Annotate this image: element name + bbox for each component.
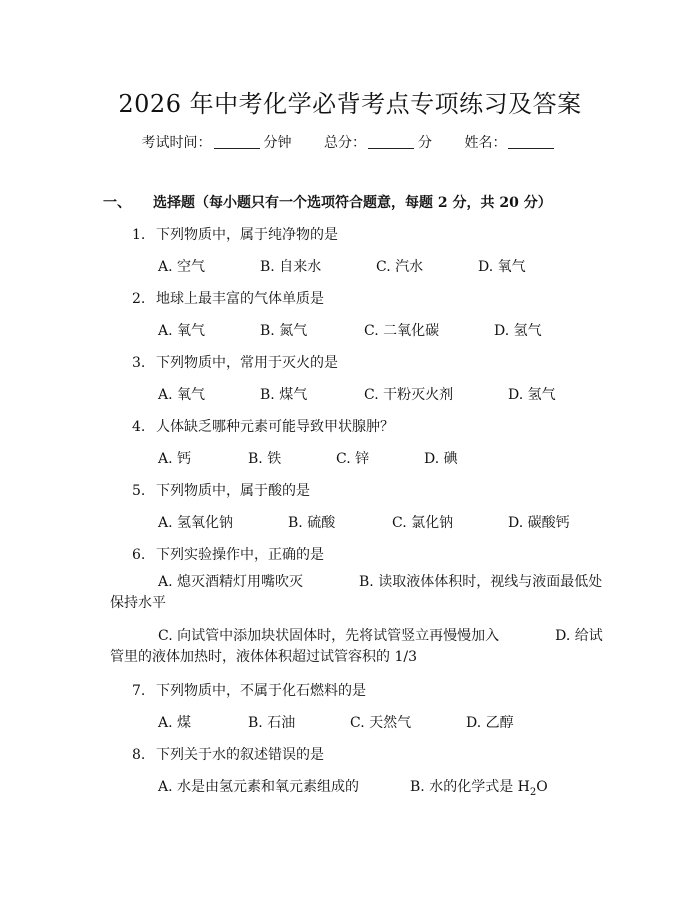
option-a: A. 煤 — [158, 715, 192, 731]
option-b: B. 铁 — [248, 451, 282, 467]
option-d: D. 氢气 — [508, 387, 556, 403]
option-b: B. 氮气 — [260, 323, 308, 339]
option-d: D. 氢气 — [494, 323, 542, 339]
question-text: 下列物质中，属于酸的是 — [156, 483, 310, 499]
option-b: B. 自来水 — [260, 259, 322, 275]
question-text: 下列关于水的叙述错误的是 — [156, 747, 324, 763]
question-number: 6. — [132, 547, 146, 563]
question-text: 地球上最丰富的气体单质是 — [156, 291, 324, 307]
name-label: 姓名： — [464, 135, 507, 151]
option-d: D. 碘 — [424, 451, 458, 467]
option-b: B. 水的化学式是 $H_2O$ — [410, 779, 548, 798]
time-label: 考试时间： — [141, 135, 212, 151]
name-blank — [508, 136, 554, 149]
question-text: 下列物质中，属于纯净物的是 — [156, 227, 338, 243]
score-blank — [368, 136, 414, 149]
option-c: C. 氯化钠 — [392, 515, 454, 531]
question-3 — [132, 352, 338, 372]
option-c: C. 锌 — [336, 451, 370, 467]
question-5 — [132, 480, 310, 500]
option-b: B. 石油 — [248, 715, 296, 731]
exam-time — [142, 135, 292, 151]
option-a: A. 氧气 — [158, 387, 206, 403]
option-a: A. 空气 — [158, 259, 206, 275]
score-unit: 分 — [418, 135, 432, 151]
section-heading — [103, 192, 552, 212]
question-number: 3. — [132, 355, 146, 371]
total-score — [324, 135, 432, 151]
question-6 — [132, 544, 324, 564]
option-a: A. 水是由氢元素和氧元素组成的 — [158, 779, 360, 795]
exam-info-line — [0, 132, 700, 152]
question-2 — [132, 288, 324, 308]
option-a: A. 钙 — [158, 451, 192, 467]
question-1 — [132, 224, 338, 244]
question-text: 人体缺乏哪种元素可能导致甲状腺肿？ — [156, 419, 394, 435]
option-c: C. 二氧化碳 — [364, 323, 440, 339]
option-a: A. 氢氧化钠 — [158, 515, 234, 531]
option-d: D. 碳酸钙 — [508, 515, 570, 531]
time-blank — [214, 136, 260, 149]
option-d: D. 氧气 — [478, 259, 526, 275]
question-6-options-cd: C. 向试管中添加块状固体时，先将试管竖立再慢慢加入 D. 给试管里的液体加热时，液体体积超过试管容积的 1/3 — [110, 628, 603, 665]
question-number: 7. — [132, 683, 146, 699]
option-c: C. 汽水 — [376, 259, 424, 275]
question-4 — [132, 416, 394, 436]
student-name — [464, 135, 558, 151]
option-b: B. 硫酸 — [288, 515, 336, 531]
option-b: B. 煤气 — [260, 387, 308, 403]
question-8 — [132, 744, 324, 764]
question-number: 8. — [132, 747, 146, 763]
score-label: 总分： — [324, 135, 366, 151]
option-d: D. 乙醇 — [466, 715, 514, 731]
option-a: A. 氧气 — [158, 323, 206, 339]
section-text: 选择题（每小题只有一个选项符合题意，每题 2 分，共 20 分） — [153, 195, 552, 211]
question-number: 5. — [132, 483, 146, 499]
question-7 — [132, 680, 366, 700]
option-c: C. 干粉灭火剂 — [364, 387, 454, 403]
question-text: 下列实验操作中，正确的是 — [156, 547, 324, 563]
page-title: 2026 年中考化学必背考点专项练习及答案 — [118, 90, 582, 118]
question-number: 1. — [132, 227, 146, 243]
section-number: 一、 — [103, 195, 131, 211]
question-number: 2. — [132, 291, 146, 307]
question-text: 下列物质中，常用于灭火的是 — [156, 355, 338, 371]
question-number: 4. — [132, 419, 146, 435]
time-unit: 分钟 — [263, 135, 292, 151]
option-c: C. 天然气 — [350, 715, 412, 731]
question-text: 下列物质中，不属于化石燃料的是 — [156, 683, 366, 699]
question-6-options-ab: A. 熄灭酒精灯用嘴吹灭 B. 读取液体体积时，视线与液面最低处保持水平 — [110, 574, 603, 611]
